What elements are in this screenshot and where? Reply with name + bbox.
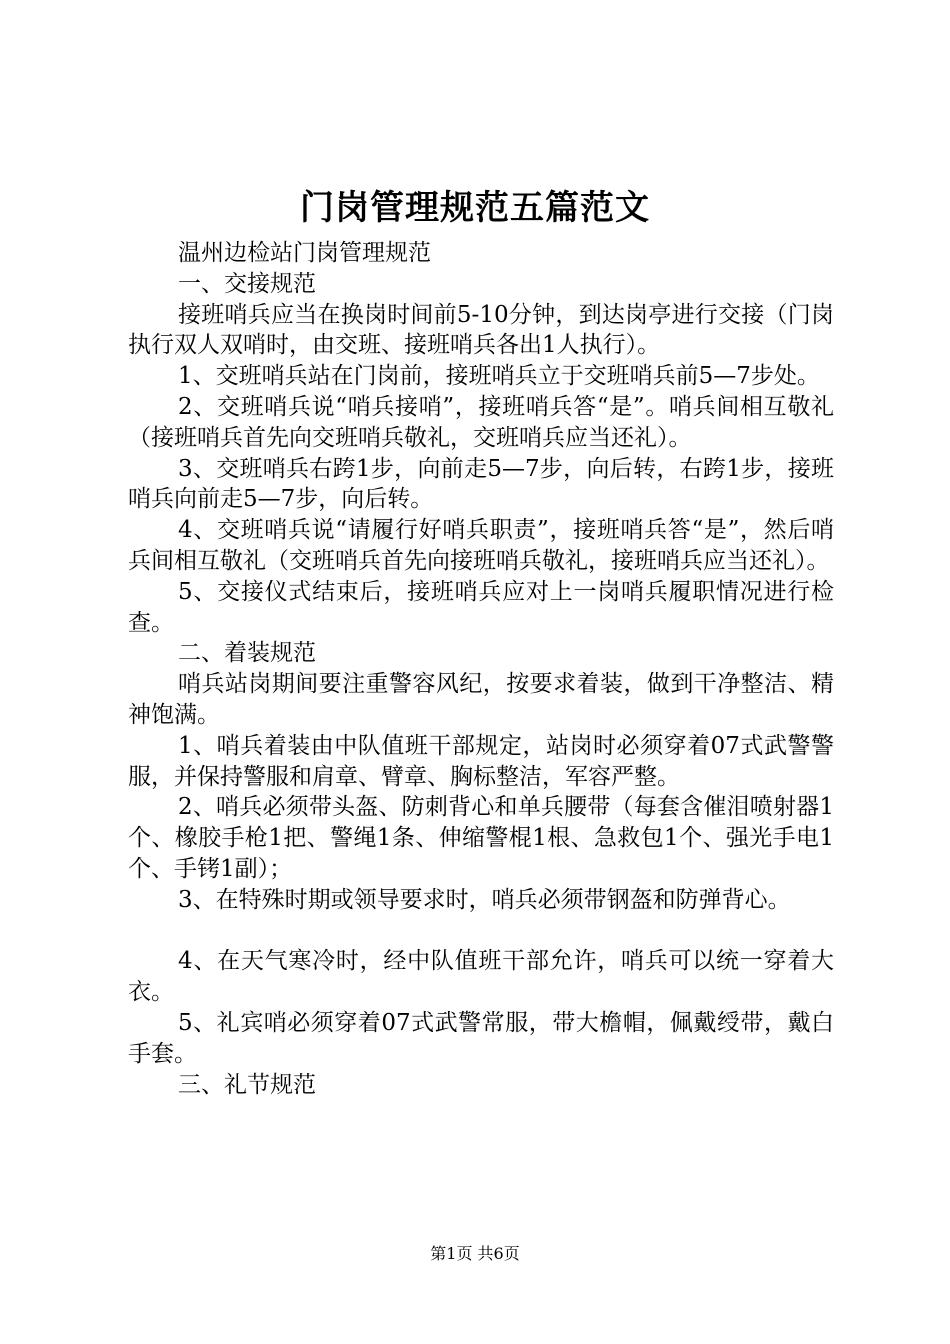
document-title: 门岗管理规范五篇范文	[300, 188, 650, 228]
paragraph: 2、交班哨兵说“哨兵接哨”，接班哨兵答“是”。哨兵间相互敬礼（接班哨兵首先向交班哨兵敬礼，交班哨兵应当还礼）。	[128, 393, 834, 451]
section-heading-etiquette: 三、礼节规范	[178, 1071, 316, 1098]
paragraph: 1、哨兵着装由中队值班干部规定，站岗时必须穿着07式武警警服，并保持警服和肩章、臂章、胸标整洁，军容严整。	[128, 732, 834, 790]
page-footer: 第1页 共6页	[430, 1244, 520, 1263]
paragraph: 4、交班哨兵说“请履行好哨兵职责”，接班哨兵答“是”，然后哨兵间相互敬礼（交班哨兵首先向接班哨兵敬礼，接班哨兵应当还礼）。	[128, 517, 834, 574]
paragraph: 接班哨兵应当在换岗时间前5-10分钟，到达岗亭进行交接（门岗执行双人双哨时，由交班、接班哨兵各出1人执行）。	[128, 301, 834, 359]
paragraph-subtitle: 温州边检站门岗管理规范	[178, 240, 431, 266]
section-heading-handover: 一、交接规范	[178, 270, 316, 297]
paragraph: 2、哨兵必须带头盔、防刺背心和单兵腰带（每套含催泪喷射器1个、橡胶手枪1把、警绳1条、伸缩警棍1根、急救包1个、强光手电1个、手铐1副）；	[128, 794, 834, 882]
paragraph: 4、在天气寒冷时，经中队值班干部允许，哨兵可以统一穿着大衣。	[128, 948, 834, 1006]
paragraph: 哨兵站岗期间要注重警容风纪，按要求着装，做到干净整洁、精神饱满。	[128, 671, 834, 728]
paragraph: 1、交班哨兵站在门岗前，接班哨兵立于交班哨兵前5—7步处。	[178, 363, 820, 390]
document-body	[128, 238, 834, 1100]
paragraph: 3、在特殊时期或领导要求时，哨兵必须带钢盔和防弹背心。	[178, 886, 791, 913]
paragraph: 5、交接仪式结束后，接班哨兵应对上一岗哨兵履职情况进行检查。	[128, 578, 834, 636]
paragraph: 3、交班哨兵右跨1步，向前走5—7步，向后转，右跨1步，接班哨兵向前走5—7步，向后转。	[128, 455, 834, 513]
section-heading-dress: 二、着装规范	[178, 640, 316, 667]
paragraph: 5、礼宾哨必须穿着07式武警常服，带大檐帽，佩戴绶带，戴白手套。	[128, 1009, 834, 1067]
